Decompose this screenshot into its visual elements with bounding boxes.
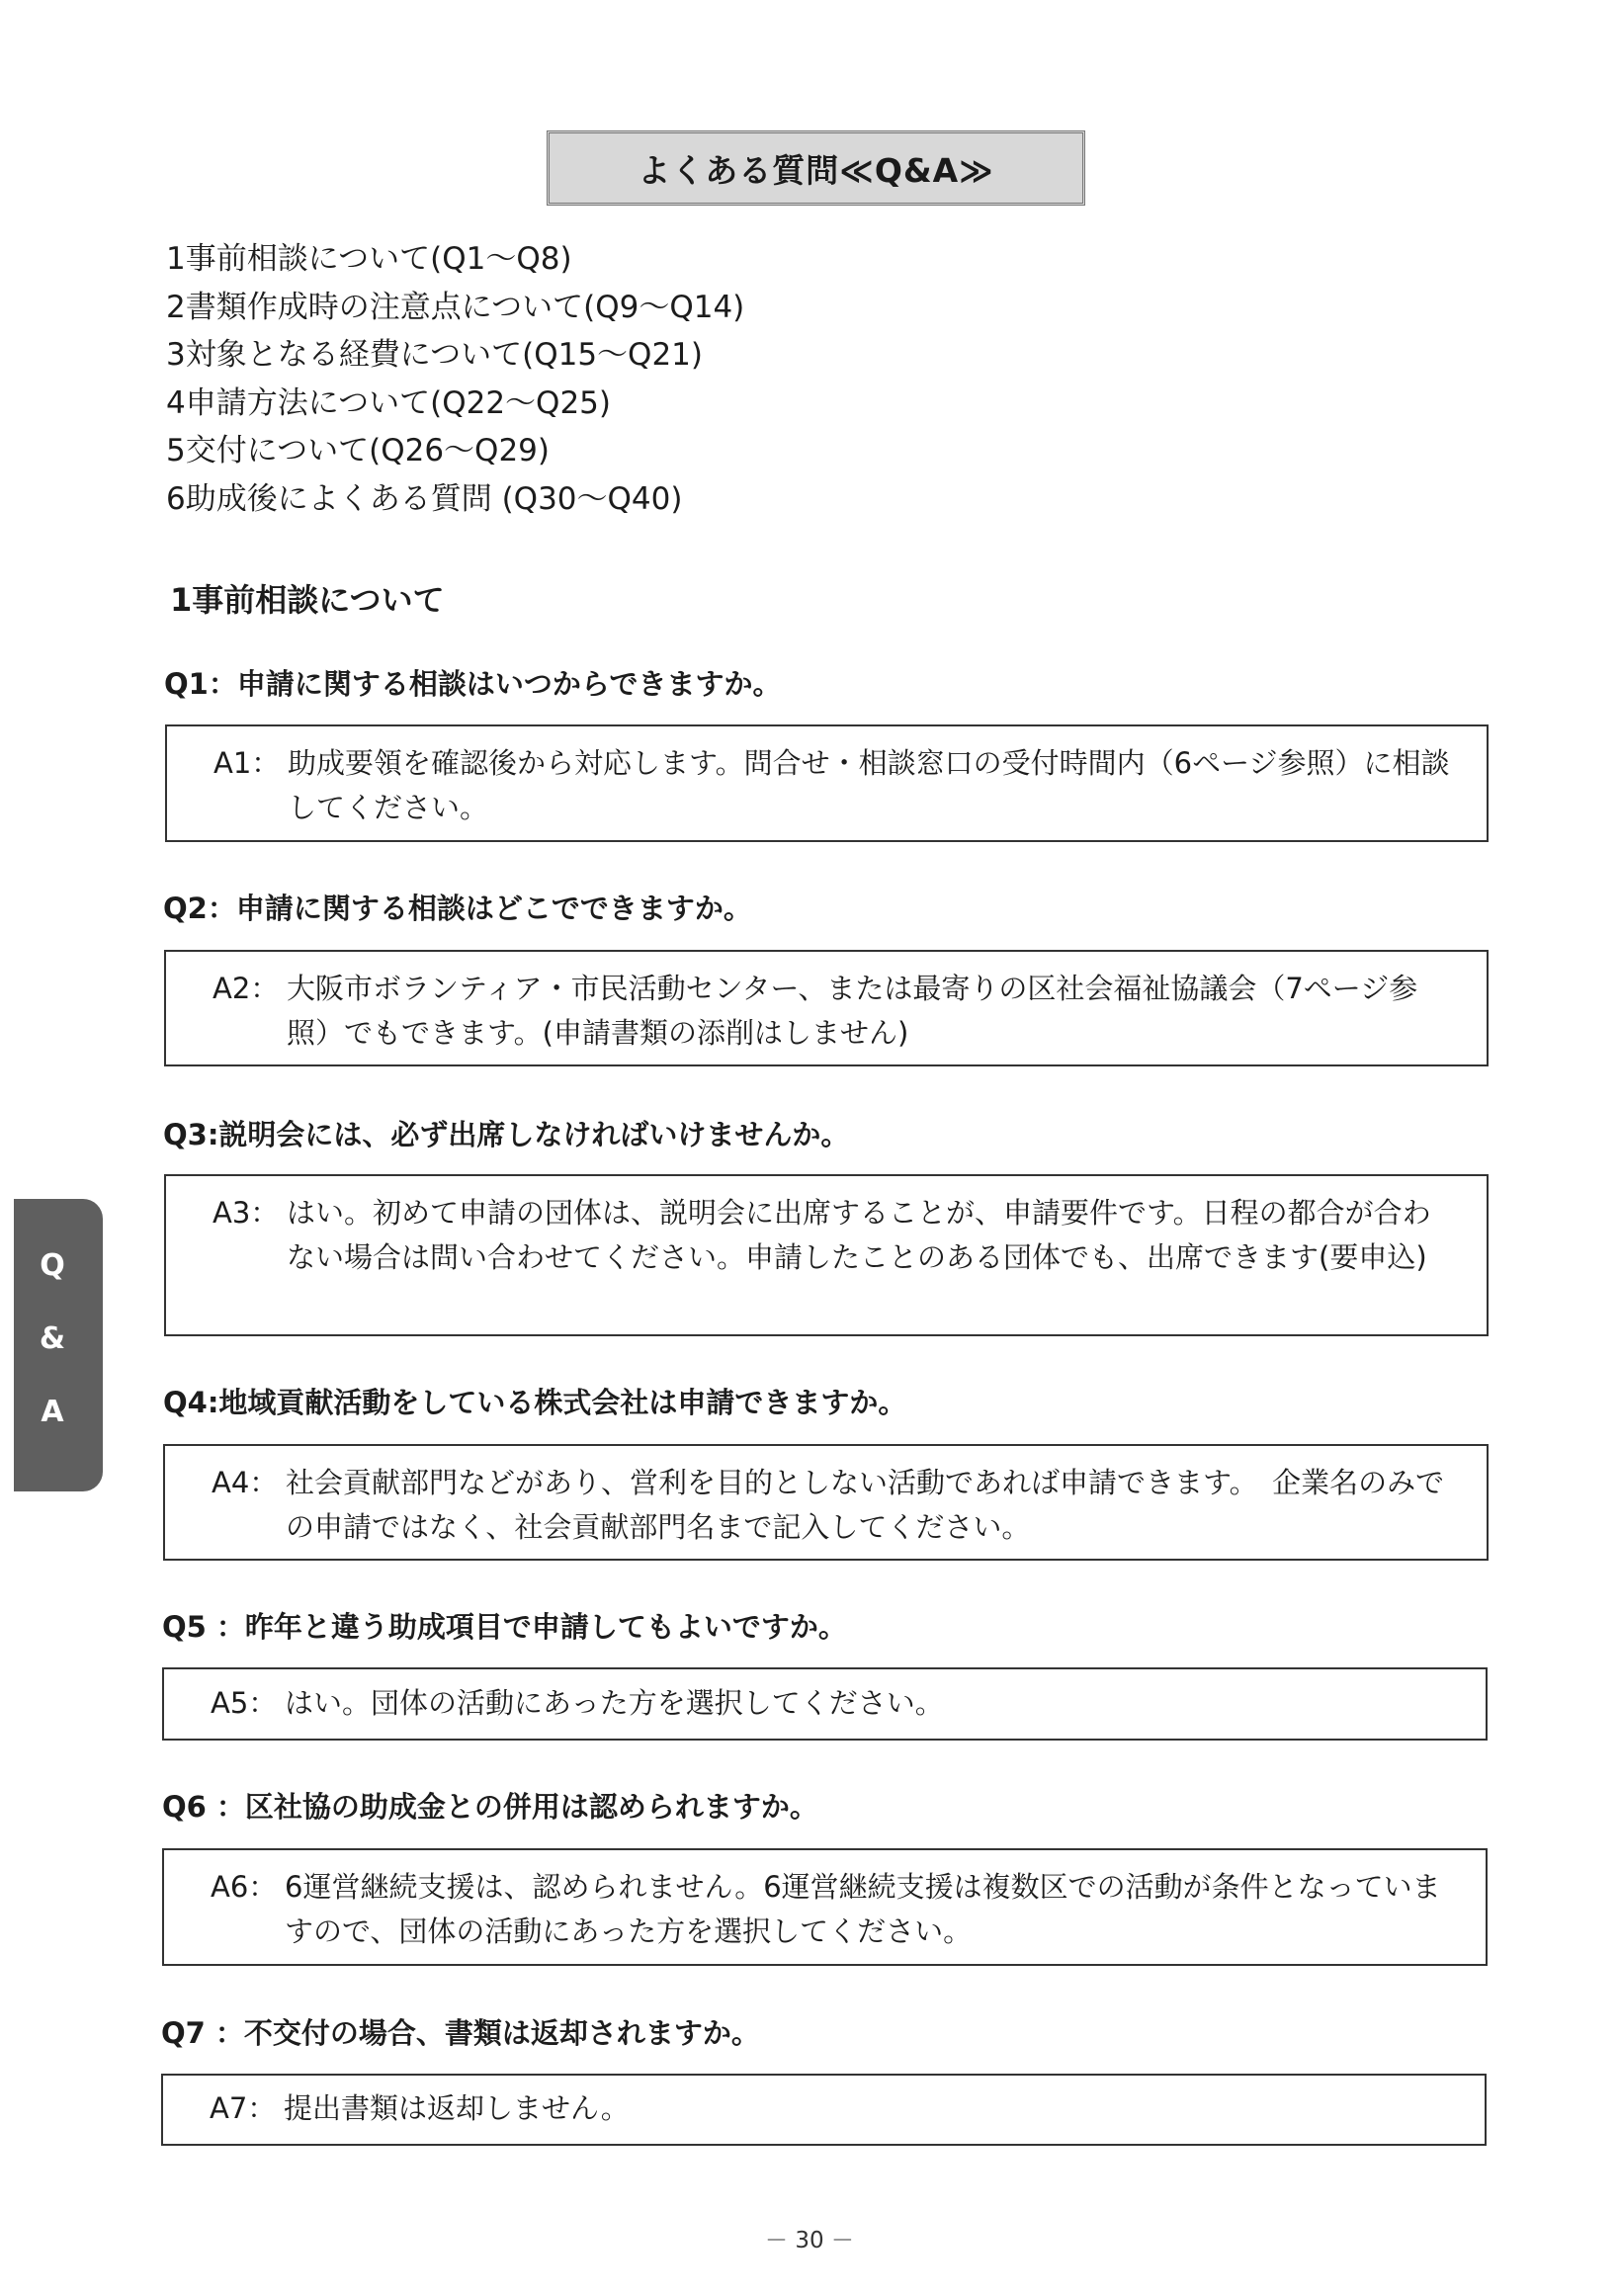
toc-item: 4申請方法について(Q22〜Q25) (166, 384, 611, 421)
toc-item: 2書類作成時の注意点について(Q9〜Q14) (166, 289, 745, 325)
answer-box-1 (165, 724, 1489, 842)
answer-label: A1： (213, 746, 281, 780)
toc-item: 3対象となる経費について(Q15〜Q21) (166, 337, 703, 373)
section-heading: 1事前相談について (170, 581, 445, 619)
question-7: Q7 ：不交付の場合、書類は返却されますか。 (161, 2016, 760, 2050)
answer-label: A6： (211, 1870, 278, 1904)
side-tab-letter: & (39, 1321, 66, 1356)
toc-item: 1事前相談について(Q1〜Q8) (166, 241, 572, 277)
answer-box-2 (164, 950, 1489, 1066)
answer-label: A2： (213, 972, 280, 1005)
answer-box-4 (163, 1444, 1489, 1561)
answer-box-6 (162, 1848, 1488, 1966)
page-title: よくある質問≪Q&A≫ (547, 130, 1085, 206)
question-3: Q3:説明会には、必ず出席しなければいけませんか。 (163, 1118, 850, 1151)
answer-box-7 (161, 2074, 1487, 2146)
side-tab-letter: Q (40, 1248, 65, 1283)
answer-text: はい。初めて申請の団体は、説明会に出席することが、申請要件です。日程の都合が合わない場合は問い合わせてください。申請したことのある団体でも、出席できます(要申込) (287, 1196, 1431, 1274)
toc-item: 6助成後によくある質問 (Q30〜Q40) (166, 480, 683, 517)
answer-text: 助成要領を確認後から対応します。問合せ・相談窓口の受付時間内（6ページ参照）に相談してください。 (288, 746, 1450, 824)
question-6: Q6 ：区社協の助成金との併用は認められますか。 (162, 1790, 818, 1824)
answer-text: はい。団体の活動にあった方を選択してください。 (285, 1686, 944, 1720)
answer-text: 大阪市ボランティア・市民活動センター、または最寄りの区社会福祉協議会（7ページ参照）でもできます。(申請書類の添削はしません) (287, 972, 1418, 1050)
answer-box-3 (164, 1174, 1489, 1336)
answer-label: A7： (210, 2091, 277, 2125)
answer-text: 社会貢献部門などがあり、営利を目的としない活動であれば申請できます。 企業名のみでの申請ではなく、社会貢献部門名まで記入してください。 (286, 1466, 1445, 1544)
answer-box-5 (162, 1667, 1488, 1741)
question-2: Q2：申請に関する相談はどこでできますか。 (163, 892, 752, 925)
answer-label: A3： (213, 1196, 280, 1230)
answer-text: 提出書類は返却しません。 (284, 2091, 630, 2125)
answer-label: A4： (212, 1466, 279, 1499)
page-number: － 30 － (765, 2228, 854, 2253)
question-5: Q5 ：昨年と違う助成項目で申請してもよいですか。 (162, 1610, 847, 1644)
question-1: Q1：申請に関する相談はいつからできますか。 (164, 667, 782, 701)
table-of-contents (166, 235, 744, 523)
toc-item: 5交付について(Q26〜Q29) (166, 433, 550, 468)
qa-side-tab (14, 1199, 103, 1491)
question-4: Q4:地域貢献活動をしている株式会社は申請できますか。 (163, 1386, 907, 1419)
answer-label: A5： (211, 1686, 278, 1720)
answer-text: 6運営継続支援は、認められません。6運営継続支援は複数区での活動が条件となっていますので、団体の活動にあった方を選択してください。 (285, 1870, 1441, 1948)
side-tab-letter: A (41, 1395, 64, 1429)
